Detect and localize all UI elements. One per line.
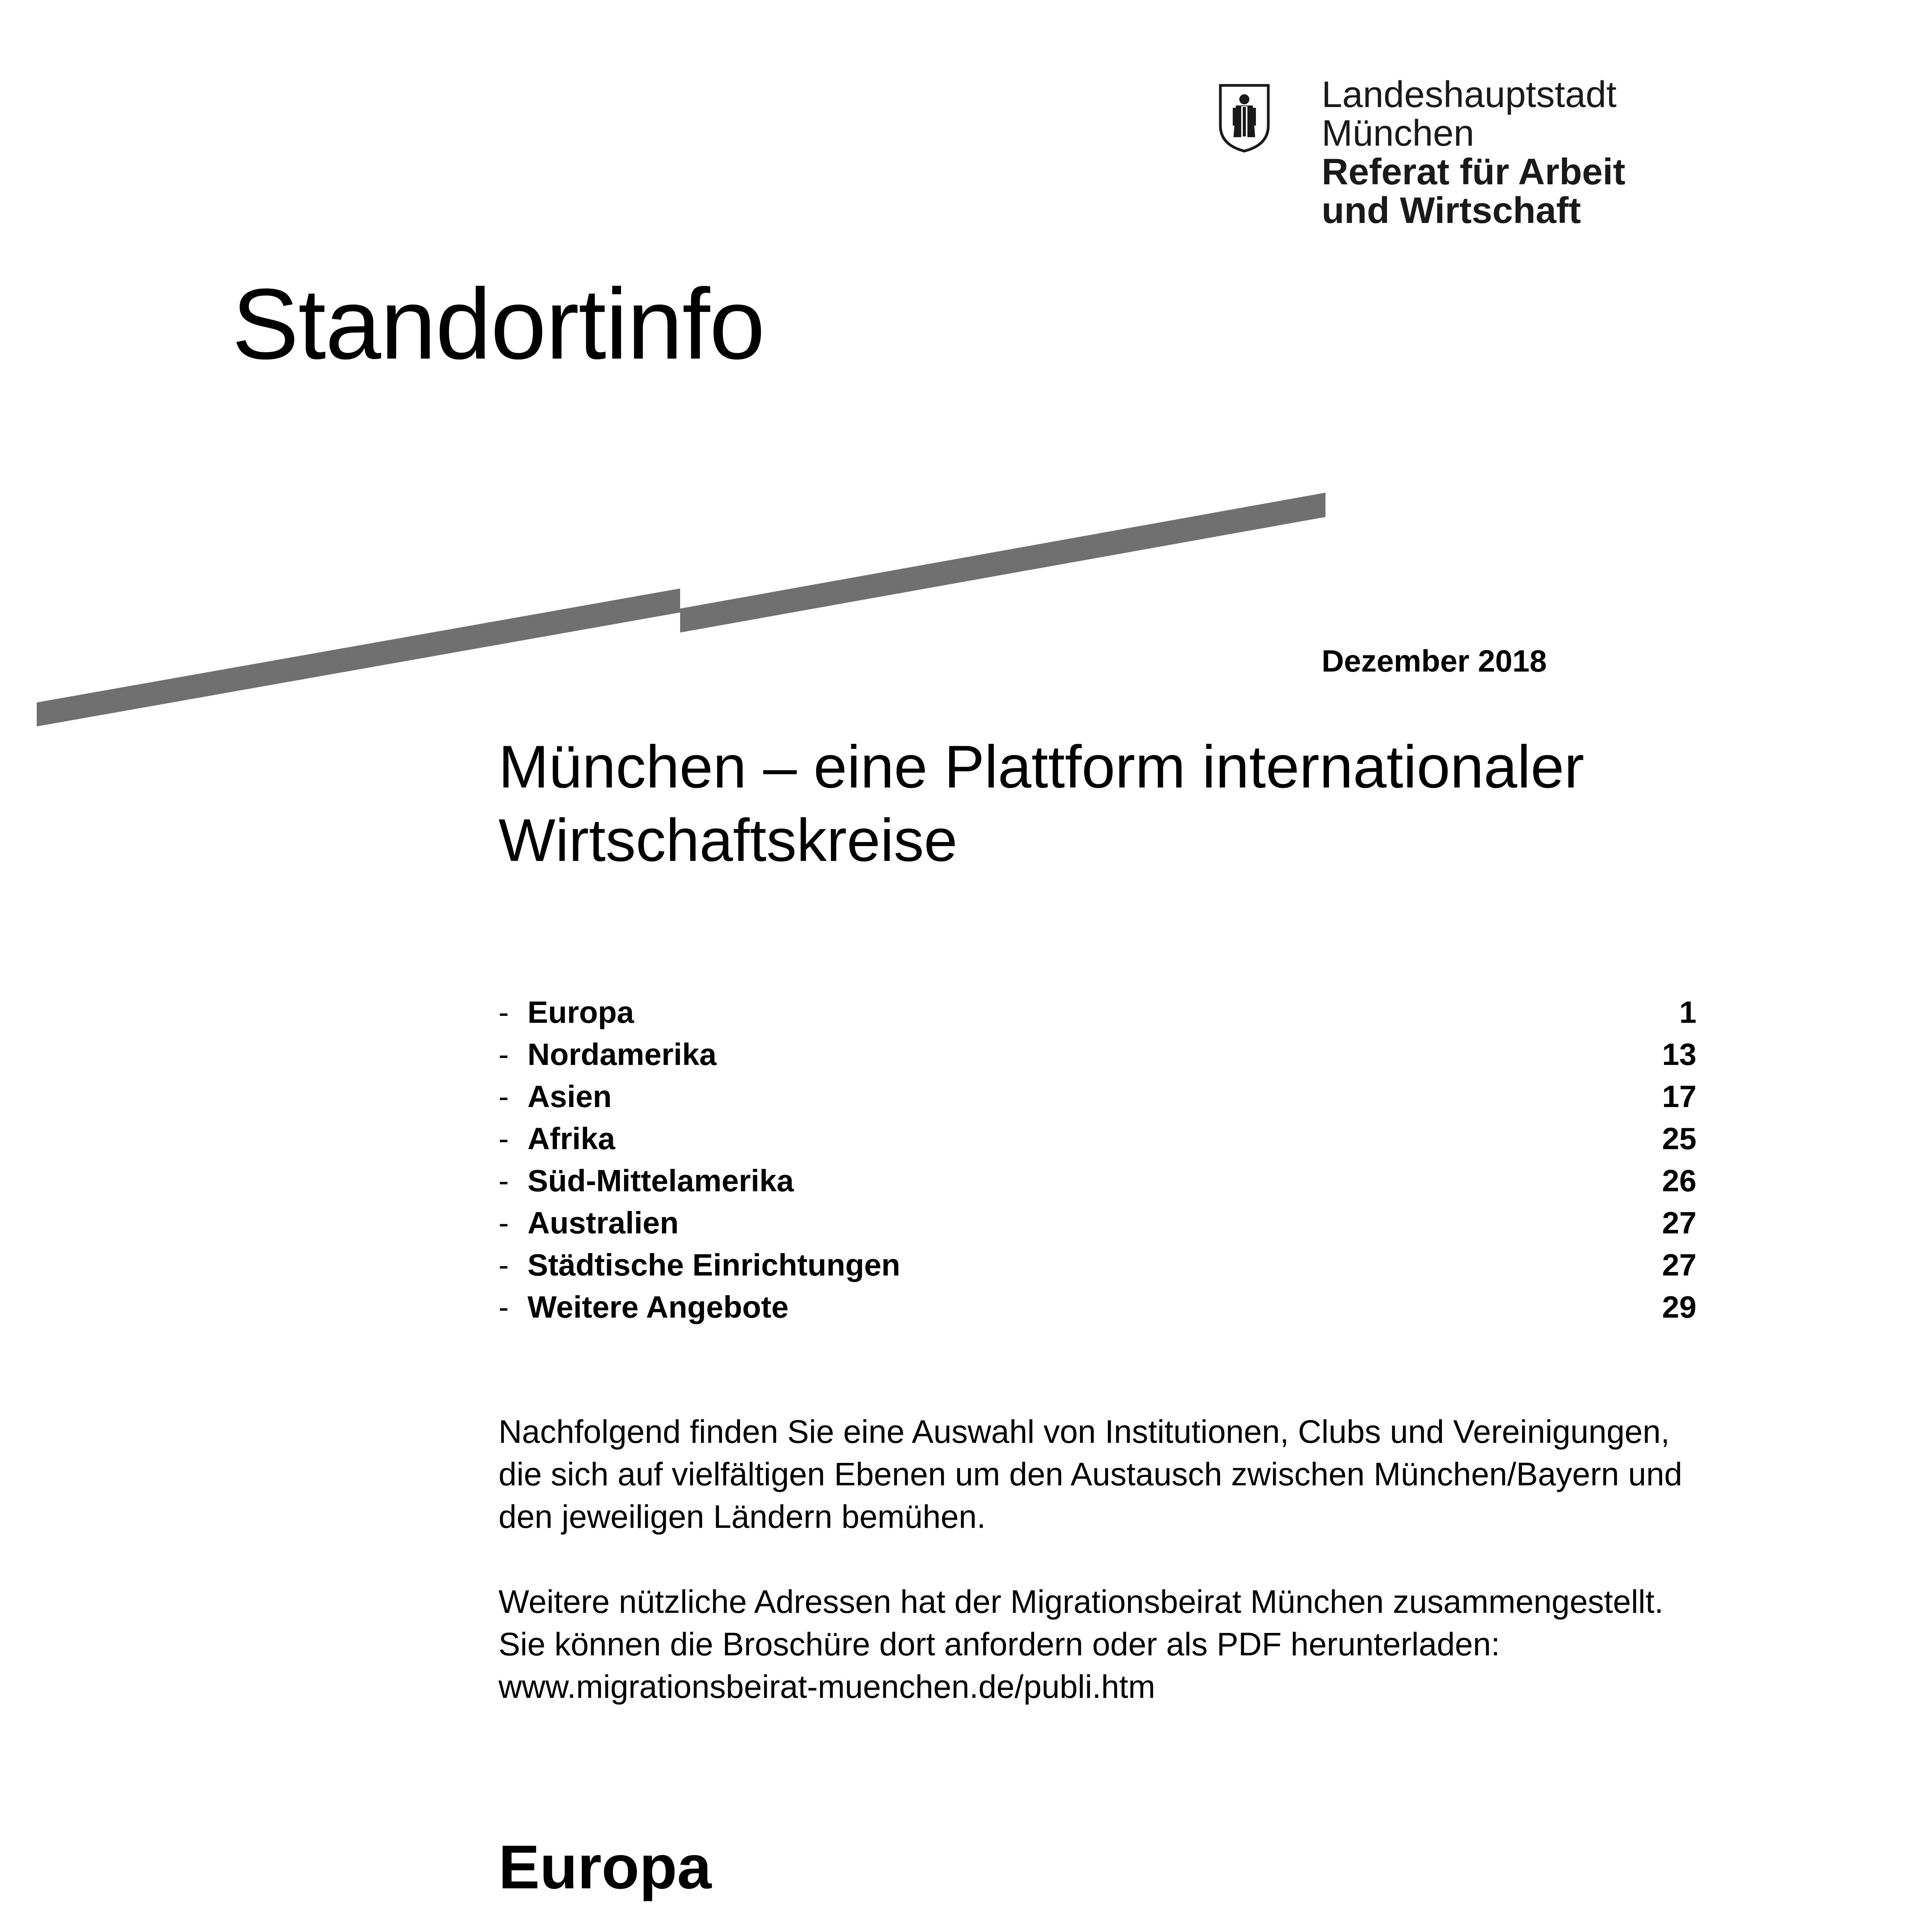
toc-label: Nordamerika <box>527 1037 717 1071</box>
toc-label: Afrika <box>527 1121 615 1156</box>
intro-line: Sie können die Broschüre dort anfordern oder als PDF herunterladen: <box>499 1626 1500 1662</box>
intro-line: Weitere nützliche Adressen hat der Migrationsbeirat München zusammengestellt. <box>499 1583 1664 1620</box>
headline-line-2: Wirtschaftskreise <box>499 807 958 874</box>
document-title: Standortinfo <box>232 268 765 380</box>
section-heading: Europa <box>499 1832 712 1901</box>
toc-page-number: 29 <box>1662 1289 1696 1324</box>
toc-item[interactable] <box>499 1117 1696 1160</box>
decorative-stripes <box>0 479 1353 750</box>
toc-dash: - <box>499 1163 509 1198</box>
toc-item[interactable] <box>499 1202 1696 1244</box>
org-line-4: und Wirtschaft <box>1322 190 1581 231</box>
org-line-1: Landeshauptstadt <box>1322 74 1617 115</box>
toc-page-number: 1 <box>1679 995 1696 1029</box>
intro-paragraph-2 <box>499 1580 1735 1708</box>
toc-item[interactable] <box>499 1033 1696 1075</box>
toc-dash: - <box>499 995 509 1029</box>
toc-dash: - <box>499 1037 509 1071</box>
toc-item[interactable] <box>499 991 1696 1033</box>
intro-paragraph-1 <box>499 1410 1735 1538</box>
toc-page-number: 27 <box>1662 1247 1696 1282</box>
intro-text <box>499 1410 1735 1750</box>
toc-item[interactable] <box>499 1244 1696 1286</box>
intro-line: die sich auf vielfältigen Ebenen um den Austausch zwischen München/Bayern und <box>499 1456 1683 1492</box>
stripe-left <box>37 588 680 726</box>
toc-dash: - <box>499 1247 509 1282</box>
toc-page-number: 25 <box>1662 1121 1696 1156</box>
munich-coat-of-arms-icon <box>1217 83 1271 153</box>
organization-name <box>1322 75 1625 230</box>
toc-item[interactable] <box>499 1160 1696 1202</box>
stripe-right <box>680 493 1325 633</box>
table-of-contents <box>499 991 1696 1328</box>
toc-page-number: 27 <box>1662 1205 1696 1240</box>
toc-label: Süd-Mittelamerika <box>527 1163 794 1198</box>
toc-dash: - <box>499 1121 509 1156</box>
toc-label: Städtische Einrichtungen <box>527 1247 900 1282</box>
toc-dash: - <box>499 1205 509 1240</box>
toc-label: Australien <box>527 1205 679 1240</box>
org-line-3: Referat für Arbeit <box>1322 151 1625 192</box>
publication-date: Dezember 2018 <box>1322 644 1547 678</box>
intro-line: den jeweiligen Ländern bemühen. <box>499 1498 986 1535</box>
org-line-2: München <box>1322 112 1474 154</box>
toc-item[interactable] <box>499 1075 1696 1117</box>
toc-dash: - <box>499 1289 509 1324</box>
headline <box>499 730 1735 877</box>
toc-page-number: 26 <box>1662 1163 1696 1198</box>
intro-line: Nachfolgend finden Sie eine Auswahl von Institutionen, Clubs und Vereinigungen, <box>499 1413 1670 1450</box>
toc-page-number: 13 <box>1662 1037 1696 1071</box>
toc-label: Europa <box>527 995 634 1029</box>
headline-line-1: München – eine Plattform internationaler <box>499 733 1584 801</box>
toc-label: Asien <box>527 1079 612 1114</box>
migrationsbeirat-link[interactable]: www.migrationsbeirat-muenchen.de/publi.htm <box>499 1668 1155 1705</box>
toc-label: Weitere Angebote <box>527 1289 789 1324</box>
toc-page-number: 17 <box>1662 1079 1696 1114</box>
toc-dash: - <box>499 1079 509 1114</box>
toc-item[interactable] <box>499 1286 1696 1328</box>
